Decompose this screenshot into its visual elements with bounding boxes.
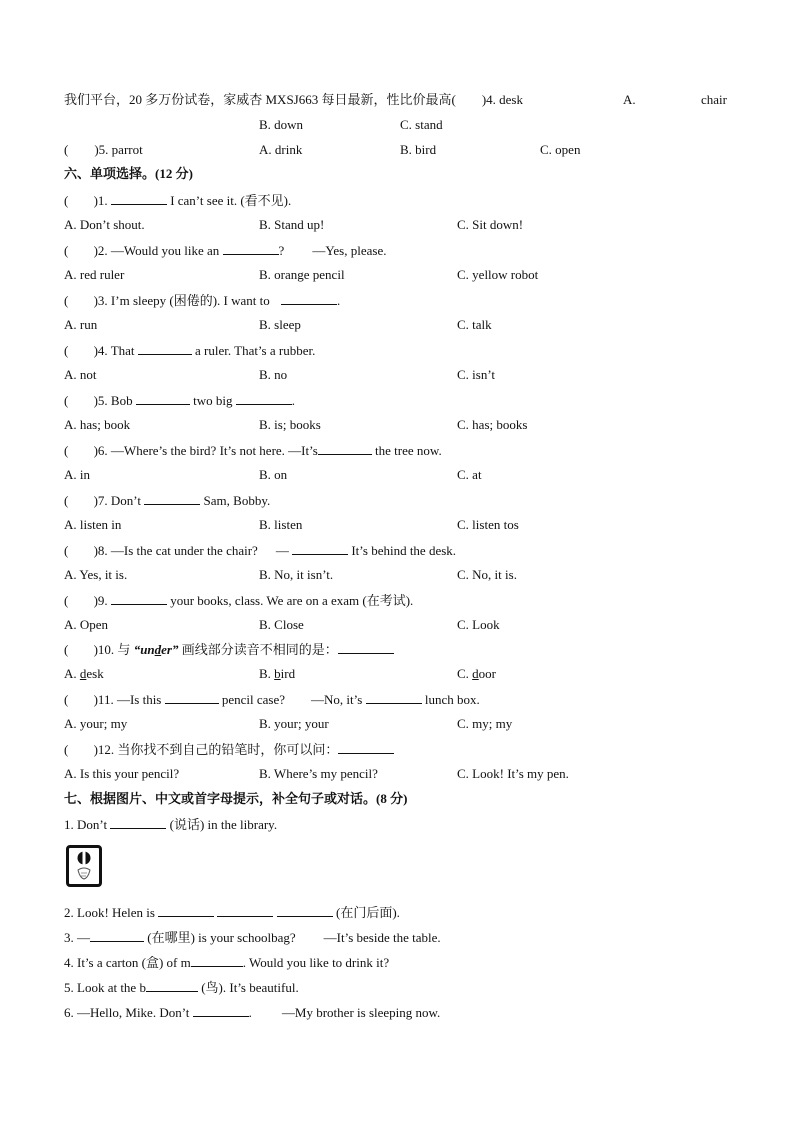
s6-q4: ( )4. That a ruler. That’s a rubber. xyxy=(64,343,316,358)
answer-blank[interactable] xyxy=(110,816,166,829)
answer-blank[interactable] xyxy=(144,492,200,505)
answer-blank[interactable] xyxy=(136,392,190,405)
q4-option-c: C. stand xyxy=(400,117,443,132)
answer-blank[interactable] xyxy=(111,192,167,205)
s7-sentence-1: 1. Don’t (说话) in the library. xyxy=(64,817,278,832)
s6-q3-option-b: B. sleep xyxy=(259,317,301,332)
s6-q1-option-a: A. Don’t shout. xyxy=(64,217,145,232)
s6-q5-option-c: C. has; books xyxy=(457,417,528,432)
s6-q8-option-b: B. No, it isn’t. xyxy=(259,567,334,582)
answer-blank[interactable] xyxy=(318,442,372,455)
answer-blank[interactable] xyxy=(138,342,192,355)
answer-blank[interactable] xyxy=(165,691,219,704)
section6-title: 六、单项选择。(12 分) xyxy=(64,166,193,181)
q5-line xyxy=(64,142,143,158)
s6-q10: ( )10. 与 “under” 画线部分读音不相同的是： xyxy=(64,641,394,658)
answer-blank[interactable] xyxy=(111,592,167,605)
s6-q6-option-a: A. in xyxy=(64,467,90,482)
s6-q7: ( )7. Don’t Sam, Bobby. xyxy=(64,493,271,508)
s6-q8: ( )8. —Is the cat under the chair? — It’s behind the desk. xyxy=(64,543,457,558)
q5-number: )5. parrot xyxy=(94,142,143,157)
s6-q1-option-b: B. Stand up! xyxy=(259,217,325,232)
s7-sentence-6: 6. —Hello, Mike. Don’t . —My brother is sleeping now. xyxy=(64,1005,441,1020)
s6-q5: ( )5. Bob two big . xyxy=(64,393,295,408)
q4-option-a-word: chair xyxy=(701,92,727,107)
s6-q9: ( )9. your books, class. We are on a exam (在考试). xyxy=(64,593,414,608)
s6-q12: ( )12. 当你找不到自己的铅笔时，你可以问： xyxy=(64,741,394,758)
section7-title: 七、根据图片、中文或首字母提示，补全句子或对话。(8 分) xyxy=(64,791,408,806)
answer-blank[interactable] xyxy=(193,1004,249,1017)
answer-blank[interactable] xyxy=(217,904,273,917)
q4-option-b: B. down xyxy=(259,117,304,132)
s6-q2-option-c: C. yellow robot xyxy=(457,267,539,282)
s7-sentence-4: 4. It’s a carton (盒) of m . Would you like to drink it? xyxy=(64,955,390,970)
s6-q9-option-c: C. Look xyxy=(457,617,500,632)
q5-option-a: A. drink xyxy=(259,142,303,157)
q4-number: )4. desk xyxy=(481,92,523,107)
answer-blank[interactable] xyxy=(158,904,214,917)
s6-q9-option-a: A. Open xyxy=(64,617,109,632)
answer-blank[interactable] xyxy=(223,242,279,255)
s6-q4-option-b: B. no xyxy=(259,367,288,382)
answer-blank[interactable] xyxy=(292,542,348,555)
s6-q7-option-c: C. listen tos xyxy=(457,517,519,532)
promo-line xyxy=(64,92,523,108)
s6-q6-option-b: B. on xyxy=(259,467,288,482)
s7-sentence-2: 2. Look! Helen is (在门后面). xyxy=(64,905,400,920)
answer-blank[interactable] xyxy=(146,979,198,992)
s6-q10-option-a: A. desk xyxy=(64,666,104,681)
answer-blank[interactable] xyxy=(191,954,243,967)
s6-q10-option-c: C. door xyxy=(457,666,497,681)
s6-q3-option-c: C. talk xyxy=(457,317,492,332)
answer-blank[interactable] xyxy=(366,691,422,704)
answer-paren: ( xyxy=(64,142,69,157)
s6-q1-option-c: C. Sit down! xyxy=(457,217,524,232)
s6-q9-option-b: B. Close xyxy=(259,617,304,632)
s6-q1: ( )1. I can’t see it. (看不见). xyxy=(64,193,292,208)
s7-sentence-3: 3. — (在哪里) is your schoolbag? —It’s beside the table. xyxy=(64,930,441,945)
answer-blank[interactable] xyxy=(90,929,144,942)
s6-q4-option-c: C. isn’t xyxy=(457,367,496,382)
promo-text: 我们平台，20 多万份试卷，家威杏 MXSJ663 每日最新，性比价最高( xyxy=(64,92,456,107)
no-talking-sign-icon xyxy=(66,845,102,887)
s6-q7-option-b: B. listen xyxy=(259,517,303,532)
s6-q11-option-a: A. your; my xyxy=(64,716,128,731)
answer-blank[interactable] xyxy=(281,292,337,305)
s6-q10-option-b: B. bird xyxy=(259,666,296,681)
s6-q2: ( )2. —Would you like an ? —Yes, please. xyxy=(64,243,387,258)
s6-q7-option-a: A. listen in xyxy=(64,517,122,532)
s6-q11-option-b: B. your; your xyxy=(259,716,329,731)
answer-blank[interactable] xyxy=(236,392,292,405)
s6-q12-option-c: C. Look! It’s my pen. xyxy=(457,766,569,781)
s6-q8-option-c: C. No, it is. xyxy=(457,567,517,582)
s6-q6: ( )6. —Where’s the bird? It’s not here. —It’s the tree now. xyxy=(64,443,442,458)
s6-q5-option-b: B. is; books xyxy=(259,417,321,432)
s6-q2-option-b: B. orange pencil xyxy=(259,267,345,282)
answer-blank[interactable] xyxy=(338,641,394,654)
s6-q3: ( )3. I’m sleepy (困倦的). I want to . xyxy=(64,293,341,308)
s6-q11-option-c: C. my; my xyxy=(457,716,513,731)
s6-q11: ( )11. —Is this pencil case? —No, it’s lunch box. xyxy=(64,692,480,707)
q5-option-c: C. open xyxy=(540,142,581,157)
s6-q5-option-a: A. has; book xyxy=(64,417,131,432)
answer-blank[interactable] xyxy=(338,741,394,754)
s6-q4-option-a: A. not xyxy=(64,367,97,382)
answer-blank[interactable] xyxy=(277,904,333,917)
s6-q2-option-a: A. red ruler xyxy=(64,267,125,282)
q4-option-a: A. xyxy=(623,92,636,107)
q5-option-b: B. bird xyxy=(400,142,437,157)
s7-sentence-5: 5. Look at the b (鸟). It’s beautiful. xyxy=(64,980,299,995)
s6-q6-option-c: C. at xyxy=(457,467,482,482)
s6-q3-option-a: A. run xyxy=(64,317,98,332)
s6-q12-option-b: B. Where’s my pencil? xyxy=(259,766,378,781)
s6-q8-option-a: A. Yes, it is. xyxy=(64,567,128,582)
s6-q12-option-a: A. Is this your pencil? xyxy=(64,766,180,781)
